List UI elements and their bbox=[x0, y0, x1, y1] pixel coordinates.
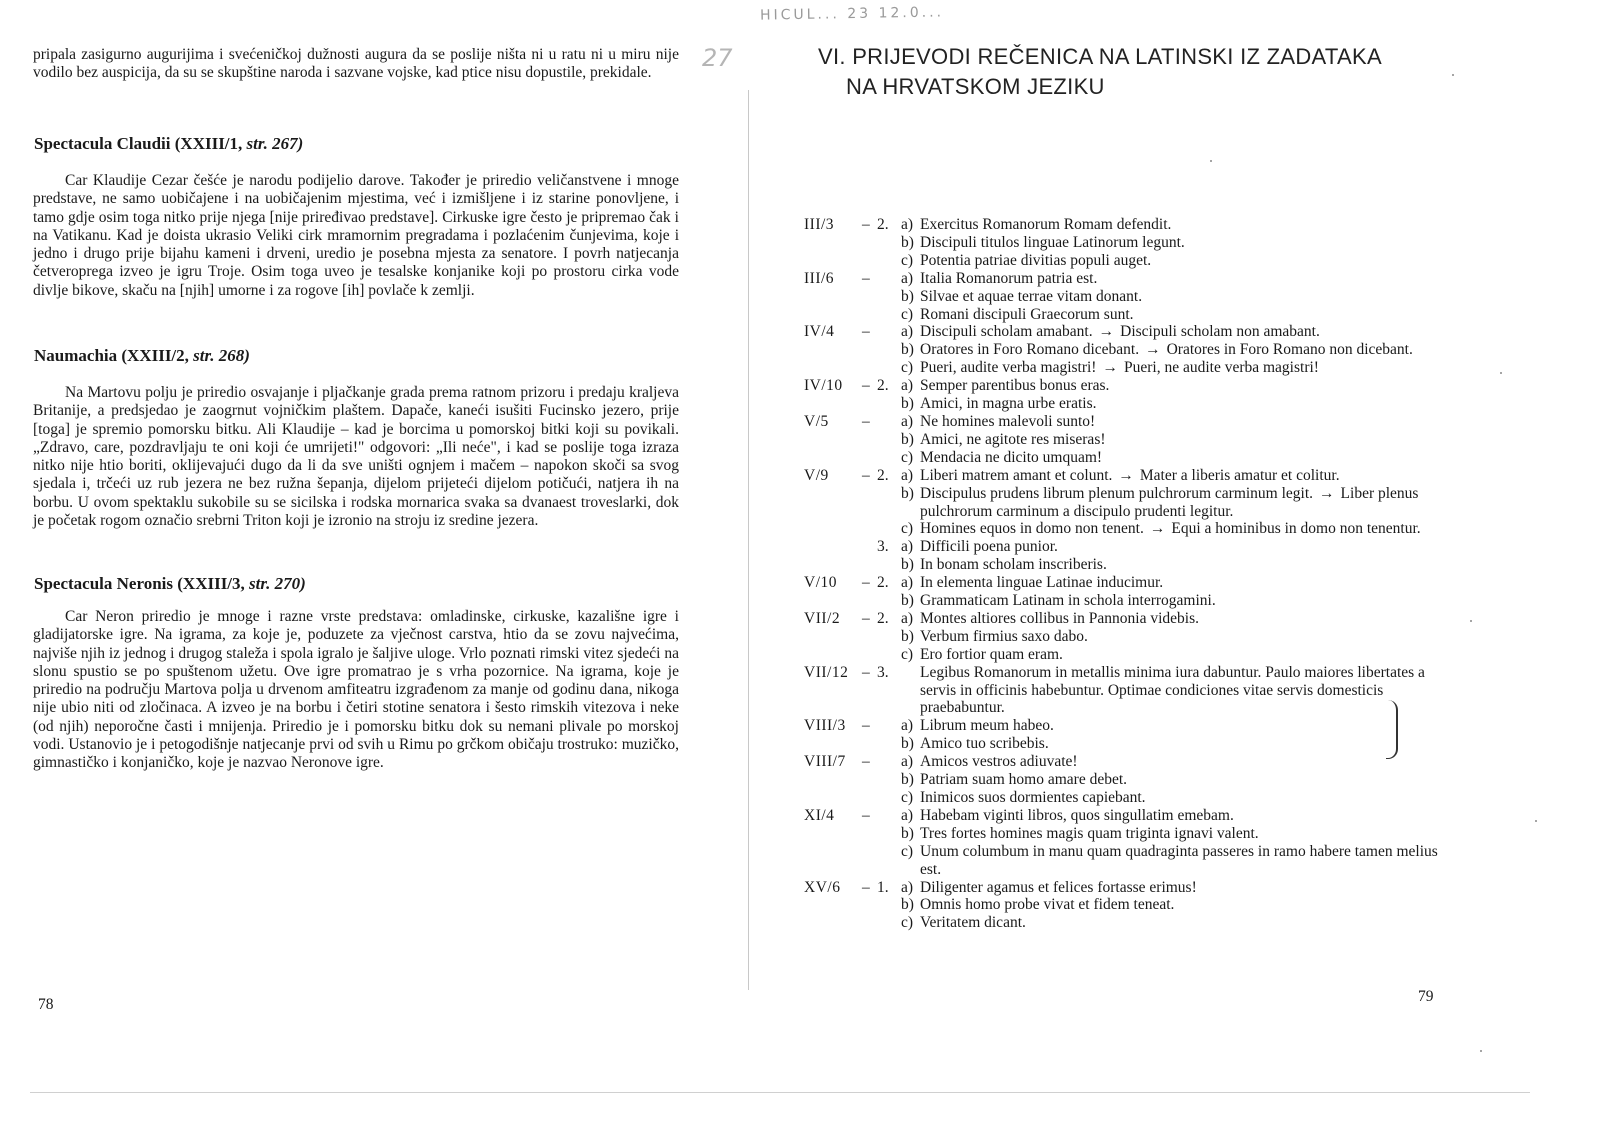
exercise-letter: a) bbox=[901, 878, 914, 896]
latin-sentence-transformed: Oratores in Foro Romano non dicebant. bbox=[1166, 341, 1413, 359]
handwritten-header: HICUL... 23 12.0... bbox=[759, 4, 945, 24]
exercise-text bbox=[920, 413, 1440, 431]
exercise-dash: – bbox=[862, 216, 870, 233]
exercise-letter: a) bbox=[901, 717, 914, 735]
page-number-left: 78 bbox=[38, 996, 54, 1013]
exercise-number: 2. bbox=[877, 609, 889, 627]
latin-sentence: Unum columbum in manu quam quadraginta passeres in ramo habere tamen melius est. bbox=[920, 842, 1438, 878]
exercise-text bbox=[920, 449, 1440, 467]
exercise-text bbox=[920, 538, 1440, 556]
latin-sentence: Exercitus Romanorum Romam defendit. bbox=[920, 216, 1172, 233]
exercise-text bbox=[920, 520, 1440, 538]
section-text-neronis: Car Neron priredio je mnoge i razne vrste predstava: omladinske, cirkuske, kazališne igre i gladijatorske igre. Na igrama, za koje je, poduzete za vječnost carstva, htio da se zovu najvećima, najviše njih iz jednog i drugog staleža i spola igralo je šaljive uloge. Vrlo poznati rimski vitez sjedeći na slonu spustio se po spuštenom užetu. Ove igre promatrao je s vrha pozornice. Na igrama, koje je priredio na području Martova polja u drvenom amfiteatru izgrađenom za manje od godinu dana, nikoga nije ubio niti od zločinaca. A izveo je na borbu i četiri stotine senatora i šesto rimskih vitezova i neke (od njih) neporočne časti i mnijenja. Priredio je i pomorsku bitku dok su nemani plivale po morskoj vodi. Ustanovio je i petogodišnje natjecanje prvi od svih u Rimu po grčkom običaju trostruko: muzičko, gimnastičko i konjaničko, koje je nazvao Neronove igre. bbox=[33, 608, 679, 772]
latin-sentence: Amicos vestros adiuvate! bbox=[920, 753, 1078, 771]
exercise-row bbox=[800, 288, 1500, 306]
exercise-ref: V/5 bbox=[804, 412, 829, 430]
page-number-right: 79 bbox=[1418, 988, 1434, 1005]
exercise-dash: – bbox=[862, 466, 870, 484]
exercise-letter: a) bbox=[901, 753, 914, 771]
latin-sentence: Semper parentibus bonus eras. bbox=[920, 377, 1110, 395]
exercise-letter: a) bbox=[901, 466, 914, 484]
margin-bracket bbox=[1386, 700, 1398, 759]
exercise-row bbox=[800, 431, 1500, 449]
exercise-text bbox=[920, 556, 1440, 574]
scan-speck bbox=[1210, 160, 1212, 162]
exercise-letter: b) bbox=[901, 233, 914, 251]
latin-sentence: Veritatem dicant. bbox=[920, 914, 1026, 932]
exercise-letter: b) bbox=[901, 484, 914, 502]
latin-sentence: Potentia patriae divitias populi auget. bbox=[920, 251, 1152, 269]
exercise-row bbox=[800, 807, 1500, 825]
exercise-ref: V/10 bbox=[804, 574, 837, 592]
exercise-row bbox=[800, 252, 1500, 270]
latin-sentence-transformed: Mater a liberis amatur et colitur. bbox=[1139, 466, 1340, 484]
exercise-row bbox=[800, 270, 1500, 288]
chapter-title-line2: NA HRVATSKOM JEZIKU bbox=[846, 74, 1105, 99]
exercise-text bbox=[920, 377, 1440, 395]
exercise-ref: XI/4 bbox=[804, 806, 835, 824]
exercise-letter: a) bbox=[901, 323, 914, 341]
latin-sentence: Liberi matrem amant et colunt. bbox=[920, 466, 1113, 484]
latin-sentence-transformed: Pueri, ne audite verba magistri! bbox=[1123, 359, 1319, 377]
latin-sentence: In bonam scholam inscriberis. bbox=[920, 556, 1107, 574]
latin-sentence: Silvae et aquae terrae vitam donant. bbox=[920, 287, 1143, 305]
section-str-label: str. bbox=[246, 134, 268, 153]
exercise-row bbox=[800, 610, 1500, 628]
chapter-title-line1: VI. PRIJEVODI REČENICA NA LATINSKI IZ ZADATAKA bbox=[818, 44, 1382, 69]
exercise-letter: a) bbox=[901, 216, 914, 233]
exercise-letter: b) bbox=[901, 824, 914, 842]
exercise-dash: – bbox=[862, 753, 870, 771]
exercise-row bbox=[800, 538, 1500, 556]
exercise-text bbox=[920, 896, 1440, 914]
exercise-text bbox=[920, 735, 1440, 753]
section-page: 267) bbox=[272, 134, 304, 153]
exercise-dash: – bbox=[862, 663, 870, 681]
exercise-dash: – bbox=[862, 412, 870, 430]
exercise-row bbox=[800, 771, 1500, 789]
arrow-icon: → bbox=[1102, 359, 1118, 377]
exercise-dash: – bbox=[862, 878, 870, 896]
exercise-number: 2. bbox=[877, 377, 889, 395]
section-title: Spectacula Neronis bbox=[34, 574, 173, 593]
latin-sentence: Mendacia ne dicito umquam! bbox=[920, 448, 1103, 466]
exercise-letter: c) bbox=[901, 645, 914, 663]
section-text-claudii: Car Klaudije Cezar češće je narodu podijelio darove. Također je priredio veličanstvene i mnoge predstave, ne samo uobičajene i na uobičajenim mjestima, već i izmišljene i iz starine ponovljene, i tamo gdje osim toga nitko prije njega [nije priređivao predstave]. Cirkuske igre često je pripremao čak i na Vatikanu. Kad je doista ukrasio Veliki cirk mramornim pregradama i pozlaćenim čunjevima, koje i jedno i drugo prije bijahu kameni i drveni, uredio je posebna mjesta za senatore. I povrh natjecanja četveropregа izveo je igru Troje. Osim toga uveo je tesalske konjanike koji po prostoru cirka vode divlje bikove, skaču na [njih] umorne i za rogove [ih] povlače k zemlji. bbox=[33, 172, 679, 299]
latin-sentence: Discipuli titulos linguae Latinorum legunt. bbox=[920, 233, 1185, 251]
section-page: 268) bbox=[218, 346, 250, 365]
latin-sentence: Legibus Romanorum in metallis minima iura dabuntur. Paulo maiores libertates a servis in officinis habebuntur. Optimae condiciones vitae servis domesticis praebabuntur. bbox=[920, 663, 1425, 717]
exercise-row bbox=[800, 306, 1500, 324]
arrow-icon: → bbox=[1149, 520, 1166, 538]
section-ref: (XXIII/2, bbox=[121, 346, 189, 365]
latin-sentence: Verbum firmius saxo dabo. bbox=[920, 627, 1088, 645]
exercise-text bbox=[920, 717, 1440, 735]
exercise-letter: b) bbox=[901, 341, 914, 359]
latin-sentence: Discipuli scholam amabant. bbox=[920, 323, 1093, 341]
latin-sentence-transformed: Liber plenus pulchrorum carminum a discipulo prudenti legitur. bbox=[920, 484, 1419, 520]
exercise-letter: b) bbox=[901, 771, 914, 789]
latin-sentence: Diligenter agamus et felices fortasse erimus! bbox=[920, 878, 1197, 896]
section-str-label: str. bbox=[249, 574, 271, 593]
latin-sentence: Ero fortior quam eram. bbox=[920, 645, 1063, 663]
exercise-text bbox=[920, 789, 1440, 807]
scan-speck bbox=[1535, 820, 1537, 822]
latin-sentence: Ne homines malevoli sunto! bbox=[920, 412, 1096, 430]
exercise-number: 1. bbox=[877, 878, 889, 896]
section-text-naumachia: Na Martovu polju je priredio osvajanje i pljačkanje grada prema ratnom prizoru i predaju kraljeva Britanije, a predsjedao je zaogrnut vojničkim plaštem. Dapače, kaneći isušiti Fucinsko jezero, prije [toga] je spremio pomorsku bitku. Ali Klaudije – kad je borcima u pomorskoj bitki koji su povikali. „Zdravo, care, pozdravljaju te oni koji će umrijeti!" odgovori: „Ili neće", i kad se poslije toga izraza nitko nije htio boriti, oklijevajući dugo da li da sve uništi ognjem i mačem – napokon skoči sa svog sjedala i, trčeći uz rub jezera ne bez ružna šepanja, dijelom prijeteći dijelom potičući, natjera ih na borbu. U ovom spektaklu sukobile su se sicilska i rodska mornarica svaka sa dvanaest troveslarki, dok je početak rogom označio srebrni Triton koji je izronio na stroju iz sredine jezera. bbox=[33, 384, 679, 530]
exercise-text bbox=[920, 843, 1440, 879]
exercise-letter: a) bbox=[901, 806, 914, 824]
exercise-number: 2. bbox=[877, 574, 889, 592]
exercise-letter: b) bbox=[901, 287, 914, 305]
exercise-row bbox=[800, 520, 1500, 538]
exercise-number: 3. bbox=[877, 663, 889, 681]
latin-sentence: Homines equos in domo non tenent. bbox=[920, 520, 1144, 538]
exercise-text bbox=[920, 431, 1440, 449]
latin-sentence: Difficili poena punior. bbox=[920, 538, 1058, 556]
exercise-dash: – bbox=[862, 574, 870, 592]
exercise-number: 2. bbox=[877, 466, 889, 484]
arrow-icon: → bbox=[1145, 341, 1161, 359]
scan-speck bbox=[1480, 1050, 1482, 1052]
exercise-row bbox=[800, 914, 1500, 932]
exercise-text bbox=[920, 288, 1440, 306]
exercise-letter: b) bbox=[901, 556, 914, 574]
latin-sentence: Romani discipuli Graecorum sunt. bbox=[920, 305, 1134, 323]
latin-sentence: Librum meum habeo. bbox=[920, 717, 1054, 735]
section-heading-claudii bbox=[34, 134, 303, 154]
exercise-number: 3. bbox=[877, 538, 889, 556]
chapter-title bbox=[818, 42, 1382, 102]
exercise-text bbox=[920, 610, 1440, 628]
exercise-text bbox=[920, 270, 1440, 288]
section-ref: (XXIII/1, bbox=[174, 134, 243, 153]
exercise-ref: IV/4 bbox=[804, 323, 835, 341]
latin-sentence: Patriam suam homo amare debet. bbox=[920, 771, 1128, 789]
exercise-ref: III/6 bbox=[804, 269, 835, 287]
arrow-icon: → bbox=[1098, 323, 1115, 341]
exercise-dash: – bbox=[862, 269, 870, 287]
exercise-ref: VII/2 bbox=[804, 609, 841, 627]
latin-sentence: Habebam viginti libros, quos singullatim emebam. bbox=[920, 806, 1234, 824]
exercise-row bbox=[800, 825, 1500, 843]
exercise-letter: a) bbox=[901, 538, 914, 556]
left-page bbox=[0, 0, 740, 1136]
latin-sentence: Tres fortes homines magis quam triginta ignavi valent. bbox=[920, 824, 1259, 842]
exercise-letter: a) bbox=[901, 574, 914, 592]
latin-sentence: Discipulus prudens librum plenum pulchrorum carminum legit. bbox=[920, 484, 1314, 502]
exercise-dash: – bbox=[862, 609, 870, 627]
exercise-row bbox=[800, 556, 1500, 574]
exercise-letter: a) bbox=[901, 269, 914, 287]
handwritten-margin-note: 27 bbox=[702, 44, 733, 72]
exercise-text bbox=[920, 807, 1440, 825]
exercise-dash: – bbox=[862, 323, 870, 341]
exercise-letter: c) bbox=[901, 251, 914, 269]
latin-sentence: Inimicos suos dormientes capiebant. bbox=[920, 789, 1146, 806]
latin-sentence: Amici, in magna urbe eratis. bbox=[920, 395, 1097, 413]
exercise-text bbox=[920, 825, 1440, 843]
exercise-text bbox=[920, 574, 1440, 592]
exercise-row bbox=[800, 216, 1500, 234]
scan-speck bbox=[1452, 74, 1454, 76]
exercise-ref: VIII/7 bbox=[804, 753, 846, 771]
exercise-dash: – bbox=[862, 377, 870, 395]
exercise-letter: c) bbox=[901, 448, 914, 466]
exercise-row bbox=[800, 789, 1500, 807]
section-heading-neronis bbox=[34, 574, 306, 594]
exercise-row bbox=[800, 449, 1500, 467]
exercise-list bbox=[800, 216, 1500, 932]
exercise-text bbox=[920, 252, 1440, 270]
intro-paragraph: pripala zasigurno augurijima i svećeničkoj dužnosti augura da se poslije ništa ni u ratu ni u miru nije vodilo bez auspicija, da su se skupštine naroda i sazvane vojske, kad ptice nisu dopustile, prekidale. bbox=[33, 46, 679, 82]
exercise-letter: b) bbox=[901, 592, 914, 610]
section-page: 270) bbox=[274, 574, 306, 593]
exercise-letter: a) bbox=[901, 377, 914, 395]
exercise-row bbox=[800, 234, 1500, 252]
exercise-row bbox=[800, 395, 1500, 413]
exercise-row bbox=[800, 896, 1500, 914]
section-title: Naumachia bbox=[34, 346, 118, 365]
exercise-text bbox=[920, 664, 1440, 718]
exercise-letter: c) bbox=[901, 842, 914, 860]
exercise-dash: – bbox=[862, 717, 870, 735]
exercise-ref: IV/10 bbox=[804, 377, 843, 395]
exercise-letter: b) bbox=[901, 896, 914, 914]
exercise-ref: V/9 bbox=[804, 466, 829, 484]
exercise-text bbox=[920, 771, 1440, 789]
latin-sentence-transformed: Equi a hominibus in domo non tenentur. bbox=[1171, 520, 1421, 538]
latin-sentence: In elementa linguae Latinae inducimur. bbox=[920, 574, 1164, 592]
exercise-text bbox=[920, 323, 1440, 341]
latin-sentence: Grammaticam Latinam in schola interrogamini. bbox=[920, 592, 1216, 610]
exercise-row bbox=[800, 467, 1500, 485]
latin-sentence: Pueri, audite verba magistri! bbox=[920, 359, 1097, 377]
latin-sentence: Amici, ne agitote res miseras! bbox=[920, 430, 1106, 448]
scan-bottom-edge bbox=[30, 1092, 1530, 1093]
exercise-letter: c) bbox=[901, 359, 914, 377]
exercise-ref: VIII/3 bbox=[804, 717, 846, 735]
exercise-letter: c) bbox=[901, 520, 914, 538]
exercise-row bbox=[800, 413, 1500, 431]
exercise-row bbox=[800, 341, 1500, 359]
exercise-row bbox=[800, 843, 1500, 879]
exercise-ref: VII/12 bbox=[804, 663, 849, 681]
exercise-text bbox=[920, 753, 1440, 771]
exercise-dash: – bbox=[862, 806, 870, 824]
scan-speck bbox=[1500, 372, 1502, 374]
latin-sentence: Montes altiores collibus in Pannonia videbis. bbox=[920, 609, 1199, 627]
exercise-row bbox=[800, 485, 1500, 521]
exercise-text bbox=[920, 914, 1440, 932]
arrow-icon: → bbox=[1118, 466, 1134, 484]
exercise-text bbox=[920, 628, 1440, 646]
exercise-ref: III/3 bbox=[804, 216, 835, 233]
latin-sentence-transformed: Discipuli scholam non amabant. bbox=[1120, 323, 1320, 341]
exercise-text bbox=[920, 592, 1440, 610]
exercise-text bbox=[920, 341, 1440, 359]
latin-sentence: Amico tuo scribebis. bbox=[920, 735, 1049, 753]
exercise-text bbox=[920, 879, 1440, 897]
exercise-text bbox=[920, 359, 1440, 377]
exercise-letter: a) bbox=[901, 412, 914, 430]
exercise-text bbox=[920, 467, 1440, 485]
exercise-letter: b) bbox=[901, 735, 914, 753]
section-heading-naumachia bbox=[34, 346, 250, 366]
exercise-number: 2. bbox=[877, 216, 889, 233]
exercise-letter: c) bbox=[901, 789, 914, 806]
exercise-row bbox=[800, 377, 1500, 395]
exercise-row bbox=[800, 628, 1500, 646]
section-str-label: str. bbox=[193, 346, 215, 365]
exercise-ref: XV/6 bbox=[804, 878, 841, 896]
latin-sentence: Italia Romanorum patria est. bbox=[920, 269, 1098, 287]
latin-sentence: Oratores in Foro Romano dicebant. bbox=[920, 341, 1140, 359]
section-title: Spectacula Claudii bbox=[34, 134, 171, 153]
exercise-text bbox=[920, 306, 1440, 324]
exercise-letter: a) bbox=[901, 609, 914, 627]
exercise-text bbox=[920, 646, 1440, 664]
exercise-text bbox=[920, 234, 1440, 252]
section-ref: (XXIII/3, bbox=[177, 574, 245, 593]
exercise-text bbox=[920, 485, 1440, 521]
exercise-row bbox=[800, 574, 1500, 592]
exercise-row bbox=[800, 646, 1500, 664]
exercise-row bbox=[800, 879, 1500, 897]
exercise-row bbox=[800, 592, 1500, 610]
exercise-letter: b) bbox=[901, 395, 914, 413]
exercise-text bbox=[920, 395, 1440, 413]
exercise-row bbox=[800, 359, 1500, 377]
latin-sentence: Omnis homo probe vivat et fidem teneat. bbox=[920, 896, 1175, 914]
exercise-row bbox=[800, 323, 1500, 341]
exercise-text bbox=[920, 216, 1440, 234]
exercise-letter: c) bbox=[901, 914, 914, 932]
arrow-icon: → bbox=[1319, 484, 1335, 502]
exercise-letter: b) bbox=[901, 430, 914, 448]
exercise-letter: c) bbox=[901, 305, 914, 323]
exercise-letter: b) bbox=[901, 627, 914, 645]
scan-speck bbox=[1470, 620, 1472, 622]
